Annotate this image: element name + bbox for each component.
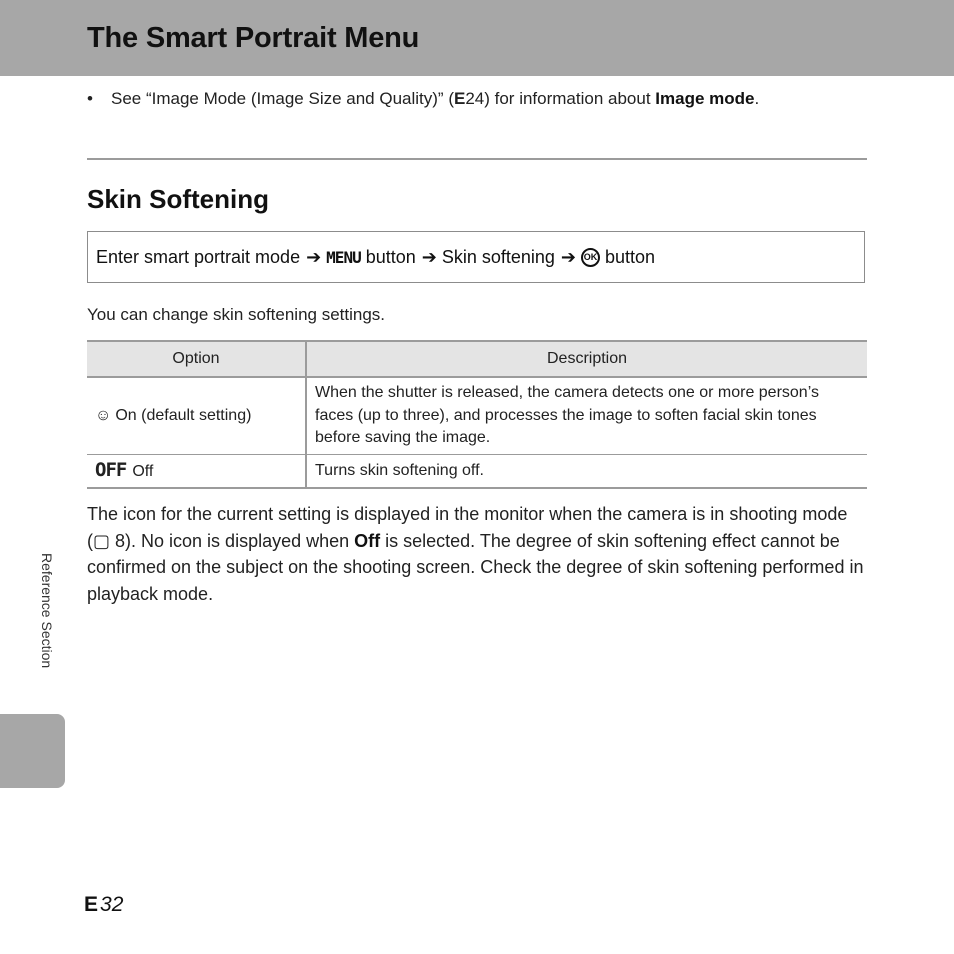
reference-section-icon: E bbox=[453, 89, 466, 108]
path-step-button: button bbox=[365, 246, 416, 267]
page-number-value: 32 bbox=[100, 893, 124, 916]
intro-text: You can change skin softening settings. bbox=[87, 305, 386, 324]
header-option: Option bbox=[87, 341, 306, 377]
note-prefix: See “Image Mode (Image Size and Quality)” ( bbox=[111, 89, 454, 108]
note-middle: ) for information about bbox=[484, 89, 656, 108]
option-cell bbox=[87, 377, 306, 454]
header-description: Description bbox=[306, 341, 867, 377]
option-label: On (default setting) bbox=[115, 406, 252, 424]
reference-section-icon: E bbox=[84, 893, 99, 916]
arrow-right-icon: ➔ bbox=[421, 246, 437, 267]
book-icon: ▢ bbox=[93, 530, 111, 551]
menu-button-icon: MENU bbox=[326, 247, 361, 267]
section-title: Skin Softening bbox=[87, 184, 269, 214]
path-step-ok-button: button bbox=[605, 246, 656, 267]
table-header-row bbox=[87, 341, 867, 377]
options-table bbox=[87, 340, 867, 489]
off-icon: OFF bbox=[95, 458, 127, 481]
side-section-label: Reference Section bbox=[39, 553, 55, 669]
menu-path-box bbox=[87, 231, 865, 283]
body-part2: is selected. The degree of skin softening effect cannot be confirmed on the subject on the shooting screen. Check the degree of skin softening performed in playback mode. bbox=[87, 530, 864, 604]
option-label: Off bbox=[132, 462, 154, 480]
option-cell bbox=[87, 454, 306, 488]
note-suffix: . bbox=[754, 89, 760, 108]
section-tab bbox=[0, 714, 65, 788]
note-bold-term: Image mode bbox=[655, 89, 755, 108]
path-step-skin-softening: Skin softening bbox=[441, 246, 555, 267]
description-cell: When the shutter is released, the camera detects one or more person’s faces (up to three), and processes the image to soften facial skin tones before saving the image. bbox=[306, 377, 867, 454]
page-number bbox=[84, 893, 123, 917]
title-bar bbox=[0, 0, 954, 76]
face-retouch-icon: ☺ bbox=[95, 406, 112, 424]
arrow-right-icon: ➔ bbox=[306, 246, 322, 267]
body-part1: The icon for the current setting is displayed in the monitor when the camera is in shooting mode ( bbox=[87, 504, 848, 551]
body-bold-term: Off bbox=[354, 530, 381, 551]
page-title: The Smart Portrait Menu bbox=[87, 22, 420, 54]
bullet-point: • bbox=[87, 89, 93, 108]
note-ref-page: 24 bbox=[465, 89, 485, 108]
body-paragraph bbox=[87, 501, 867, 607]
ok-button-icon: OK bbox=[581, 248, 600, 267]
path-step-mode: Enter smart portrait mode bbox=[96, 246, 301, 267]
arrow-right-icon: ➔ bbox=[560, 246, 577, 267]
table-row bbox=[87, 377, 867, 454]
reference-note bbox=[87, 89, 759, 109]
table-row bbox=[87, 454, 867, 488]
body-page-ref: 8). No icon is displayed when bbox=[110, 530, 355, 551]
section-divider bbox=[87, 158, 867, 160]
description-cell: Turns skin softening off. bbox=[306, 454, 867, 488]
